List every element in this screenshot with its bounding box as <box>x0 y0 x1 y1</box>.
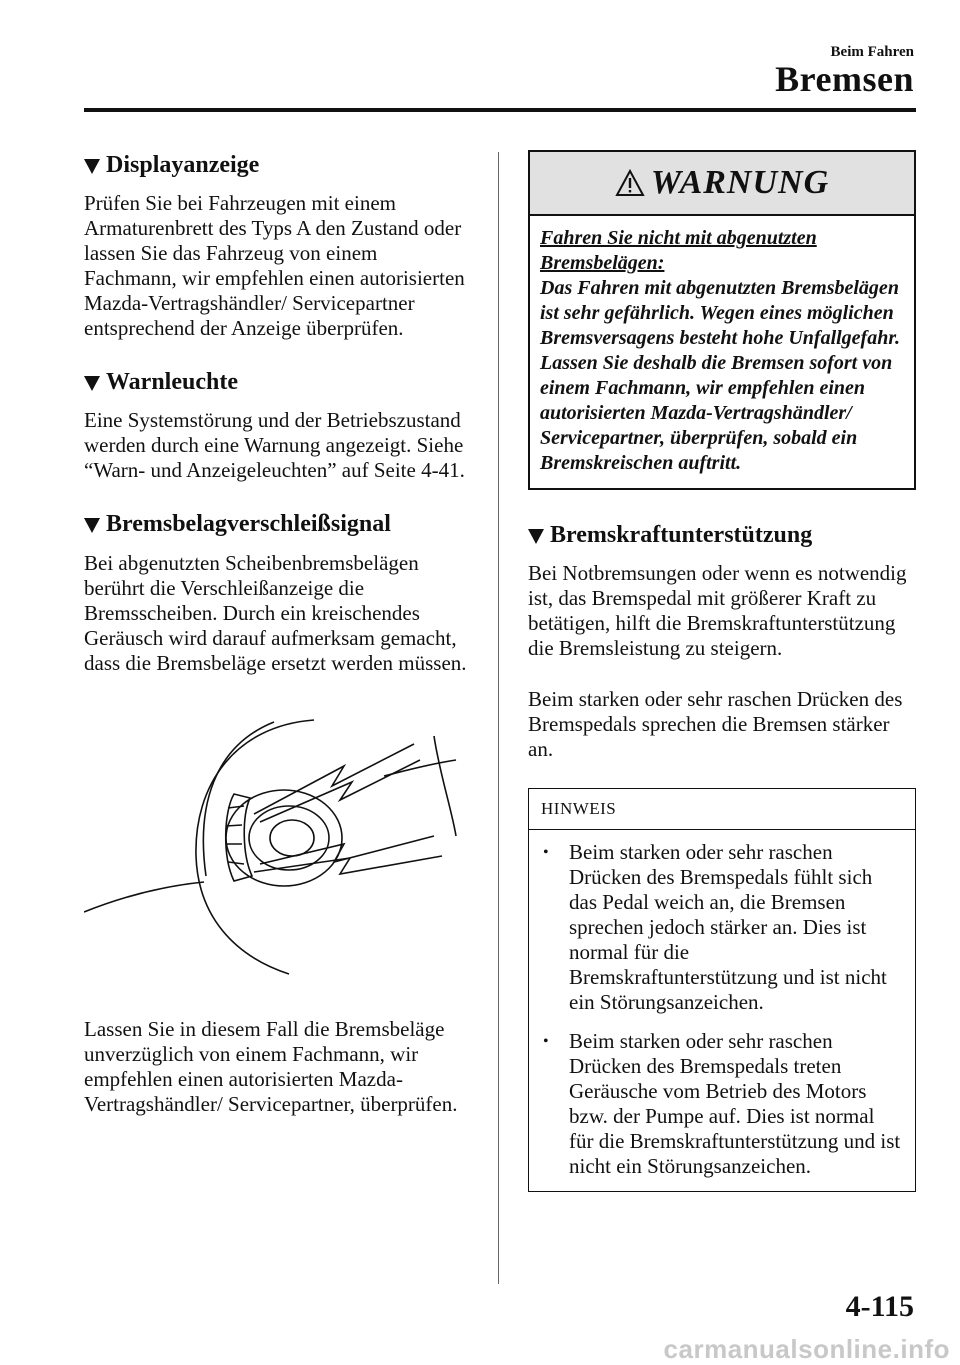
paragraph: Eine Systemstörung und der Betriebszustand werden durch eine Warnung angezeigt. Siehe “Warn- und Anzeigeleuchten” auf Seite 4-41. <box>84 408 465 483</box>
section-heading <box>84 150 474 181</box>
triangle-bullet-icon <box>528 529 544 544</box>
paragraph: Lassen Sie in diesem Fall die Bremsbeläge unverzüglich von einem Fachmann, wir empfehlen einen autorisierten Mazda-Vertragshändler/ Servicepartner, überprüfen. <box>84 1016 458 1116</box>
page-number: 4-115 <box>845 1290 914 1323</box>
warning-text: Das Fahren mit abgenutzten Bremsbelägen ist sehr gefährlich. Wegen eines möglichen Bremsversagens besteht hohe Unfallgefahr. Lassen Sie deshalb die Bremsen sofort von einem Fachmann, wir empfehlen einen autorisierten Mazda-Vertragshändler/ Servicepartner, überprüfen, sobald ein Bremskreischen auftritt. <box>540 277 901 474</box>
note-title: HINWEIS <box>529 789 915 830</box>
note-item-text: Beim starken oder sehr raschen Drücken des Bremspedals treten Geräusche vom Betrieb des Motors bzw. der Pumpe auf. Dies ist normal für die Bremskraftunterstützung und ist nicht ein Störungsanzeichen. <box>569 1029 901 1179</box>
warning-header <box>530 152 914 216</box>
warning-body <box>530 216 914 488</box>
section-wear-signal <box>84 509 474 675</box>
list-item <box>539 1029 901 1179</box>
warning-title: WARNUNG <box>650 164 830 201</box>
triangle-bullet-icon <box>84 518 100 533</box>
right-column <box>528 150 916 1192</box>
note-item-text: Beim starken oder sehr raschen Drücken des Bremspedals fühlt sich das Pedal weich an, die Bremsen sprechen jedoch stärker an. Dies ist normal für die Bremskraftunterstützung und ist nicht ein Störungsanzeichen. <box>569 840 887 1015</box>
triangle-bullet-icon <box>84 159 100 174</box>
watermark: carmanualsonline.info <box>663 1334 950 1364</box>
heading-text: Displayanzeige <box>106 152 260 178</box>
section-brake-assist <box>528 520 916 762</box>
paragraph: Beim starken oder sehr raschen Drücken des Bremspedals sprechen die Bremsen stärker an. <box>528 687 903 762</box>
section-heading <box>84 367 474 398</box>
bullet-icon: • <box>543 1033 549 1051</box>
heading-text: Warnleuchte <box>106 369 238 396</box>
paragraph: Bei abgenutzten Scheibenbremsbelägen berührt die Verschleißanzeige die Bremsscheiben. Durch ein kreischendes Geräusch wird darauf aufmerksam gemacht, dass die Bremsbeläge ersetzt werden müssen. <box>84 550 467 675</box>
heading-text: Bremsbelagverschleißsignal <box>106 511 391 538</box>
section-warnlight <box>84 367 474 483</box>
warning-box <box>528 150 916 490</box>
header-section-label: Beim Fahren <box>830 44 914 60</box>
warning-lead: Fahren Sie nicht mit abgenutzten Bremsbelägen: <box>540 227 817 274</box>
header-divider <box>84 108 916 112</box>
section-heading <box>528 520 916 551</box>
note-list <box>529 830 915 1191</box>
left-column <box>84 150 474 1143</box>
paragraph: Prüfen Sie bei Fahrzeugen mit einem Armaturenbrett des Typs A den Zustand oder lassen Sie das Fahrzeug von einem Fachmann, wir empfehlen einen autorisierten Mazda-Vertragshändler/ Servicepartner entsprechend der Anzeige überprüfen. <box>84 191 465 341</box>
brake-wear-illustration <box>84 716 474 976</box>
section-heading <box>84 509 474 540</box>
note-box <box>528 788 916 1192</box>
paragraph: Bei Notbremsungen oder wenn es notwendig ist, das Bremspedal mit größerer Kraft zu betätigen, hilft die Bremskraftunterstützung die Bremsleistung zu steigern. <box>528 561 907 661</box>
list-item <box>539 840 901 1015</box>
heading-text: Bremskraftunterstützung <box>550 522 813 548</box>
bullet-icon: • <box>543 844 549 862</box>
section-display <box>84 150 474 341</box>
page-title: Bremsen <box>775 59 914 99</box>
triangle-bullet-icon <box>84 376 100 391</box>
column-divider <box>498 152 499 1284</box>
warning-triangle-icon <box>615 169 645 197</box>
